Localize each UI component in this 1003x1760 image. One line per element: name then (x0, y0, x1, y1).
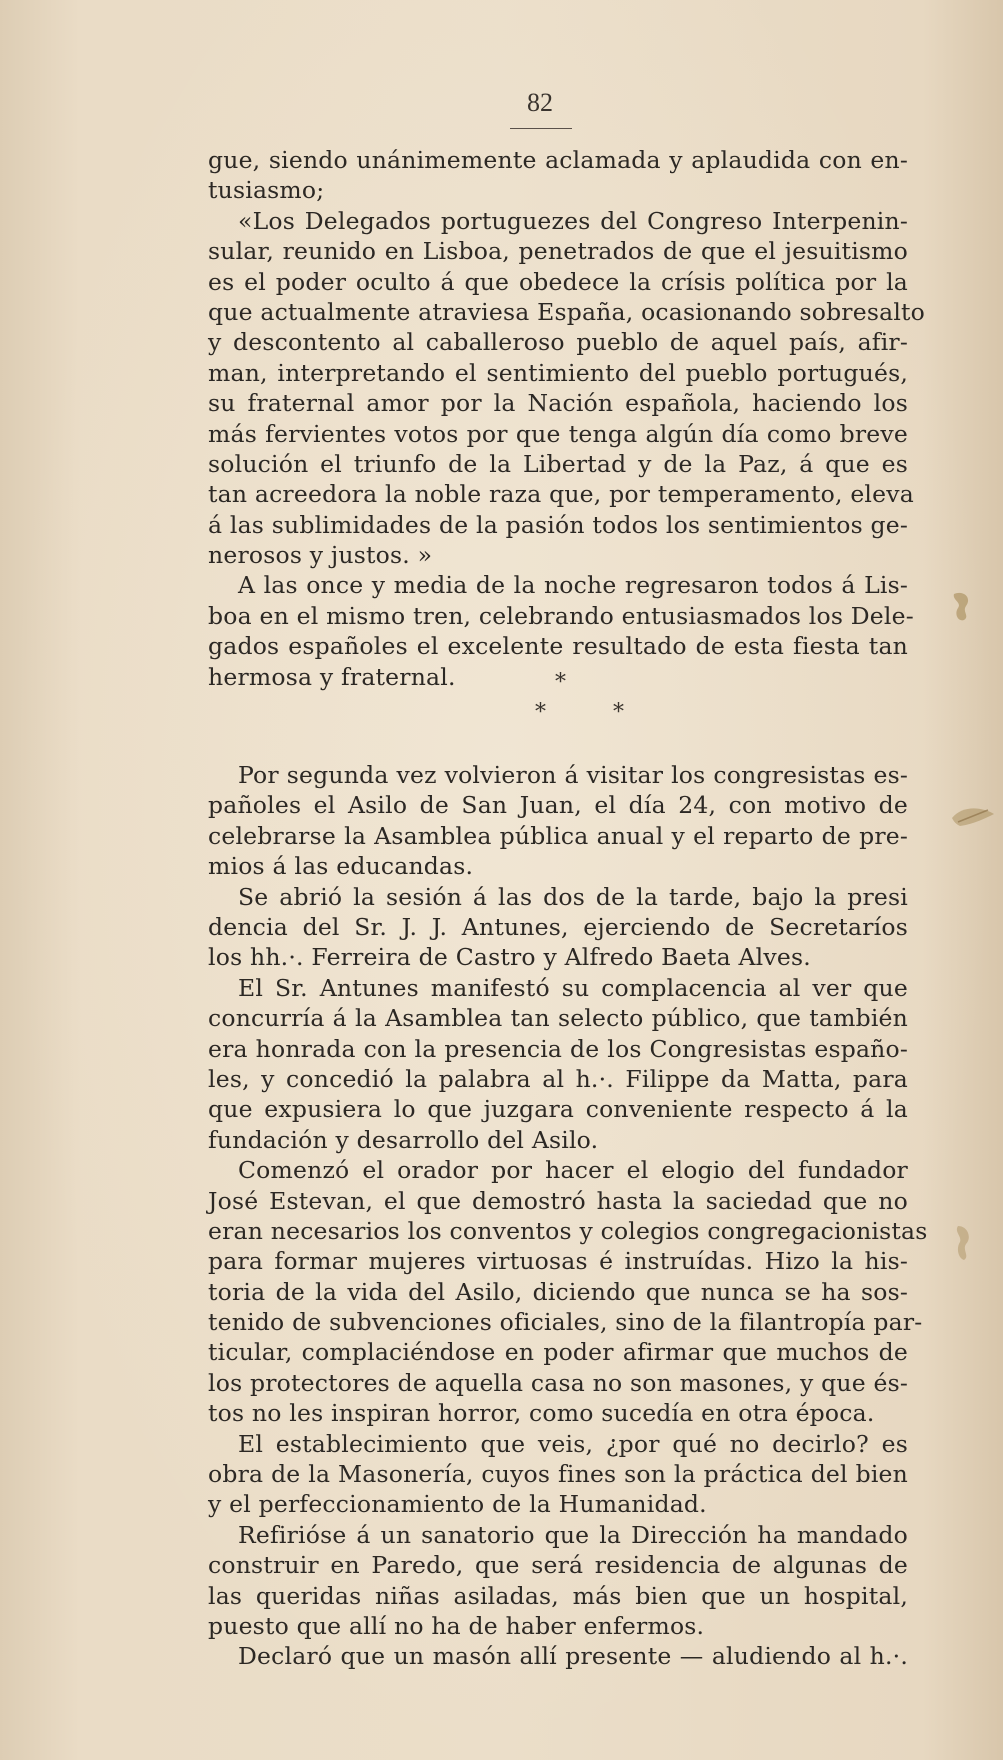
text-line: Comenzó el orador por hacer el elogio del fundador (238, 1156, 908, 1185)
text-line: que actualmente atraviesa España, ocasionando sobresalto (208, 297, 926, 326)
text-line: puesto que allí no ha de haber enfermos. (208, 1611, 705, 1640)
page-number: 82 (527, 88, 553, 117)
stain-mark-icon (948, 588, 978, 624)
text-line: y el perfeccionamiento de la Humanidad. (208, 1490, 707, 1519)
text-line: Se abrió la sesión á las dos de la tarde, bajo la presi (238, 882, 908, 911)
header-rule (510, 128, 572, 129)
text-line: Declaró que un masón allí presente — aludiendo al h.·. (238, 1642, 908, 1671)
text-line: tusiasmo; (208, 176, 325, 205)
text-line: obra de la Masonería, cuyos fines son la práctica del bien (208, 1460, 908, 1489)
text-line: fundación y desarrollo del Asilo. (208, 1125, 599, 1154)
body-text (208, 145, 928, 1672)
text-line: tenido de subvenciones oficiales, sino de la filantropía par- (208, 1308, 923, 1337)
text-line: los protectores de aquella casa no son masones, y que és- (208, 1368, 908, 1397)
text-line: era honrada con la presencia de los Congresistas españo- (208, 1034, 908, 1063)
text-line: concurría á la Asamblea tan selecto público, que también (208, 1004, 908, 1033)
stain-mark-icon (948, 800, 998, 834)
text-line: hermosa y fraternal. (208, 662, 456, 691)
text-line: mios á las educandas. (208, 852, 474, 881)
text-line: dencia del Sr. J. J. Antunes, ejerciendo de Secretaríos (208, 912, 908, 941)
section-separator-top: * (555, 670, 566, 695)
text-line: Refirióse á un sanatorio que la Dirección ha mandado (238, 1520, 908, 1549)
text-line: tos no les inspiran horror, como sucedía en otra época. (208, 1399, 875, 1428)
text-line: pañoles el Asilo de San Juan, el día 24, con motivo de (208, 791, 908, 820)
text-line: tan acreedora la noble raza que, por temperamento, eleva (208, 480, 914, 509)
text-line: sular, reunido en Lisboa, penetrados de que el jesuitismo (208, 237, 908, 266)
text-line: solución el triunfo de la Libertad y de la Paz, á que es (208, 449, 908, 478)
text-line: man, interpretando el sentimiento del pueblo portugués, (208, 358, 908, 387)
text-line: toria de la vida del Asilo, diciendo que nunca se ha sos- (208, 1277, 908, 1306)
text-line: ticular, complaciéndose en poder afirmar que muchos de (208, 1338, 908, 1367)
text-line: es el poder oculto á que obedece la crísis política por la (208, 267, 908, 296)
text-line: su fraternal amor por la Nación española, haciendo los (208, 389, 908, 418)
text-line: para formar mujeres virtuosas é instruídas. Hizo la his- (208, 1247, 908, 1276)
text-line: más fervientes votos por que tenga algún día como breve (208, 419, 908, 448)
text-line: boa en el mismo tren, celebrando entusiasmados los Dele- (208, 601, 914, 630)
text-line: eran necesarios los conventos y colegios congregacionistas (208, 1216, 928, 1245)
text-line: celebrarse la Asamblea pública anual y el reparto de pre- (208, 821, 908, 850)
text-line: les, y concedió la palabra al h.·. Filippe da Matta, para (208, 1064, 908, 1093)
text-line: gados españoles el excelente resultado de esta fiesta tan (208, 632, 908, 661)
text-line: gue, siendo unánimemente aclamada y aplaudida con en- (208, 146, 908, 174)
text-line: «Los Delegados portuguezes del Congreso Interpenin- (238, 206, 908, 235)
text-line: que expusiera lo que juzgara conveniente respecto á la (208, 1095, 908, 1124)
text-line: nerosos y justos. » (208, 541, 433, 570)
text-line: á las sublimidades de la pasión todos los sentimientos ge- (208, 510, 908, 539)
text-line: y descontento al caballeroso pueblo de aquel país, afir- (208, 328, 908, 357)
text-line: construir en Paredo, que será residencia de algunas de (208, 1551, 908, 1580)
section-separator-bottom: * * (535, 700, 654, 725)
text-line: El establecimiento que veis, ¿por qué no decirlo? es (238, 1429, 908, 1458)
text-line: Por segunda vez volvieron á visitar los congresistas es- (238, 761, 908, 790)
text-line: las queridas niñas asiladas, más bien que un hospital, (208, 1581, 908, 1610)
text-line: José Estevan, el que demostró hasta la saciedad que no (208, 1186, 908, 1215)
text-line: A las once y media de la noche regresaron todos á Lis- (238, 571, 908, 600)
text-line: los hh.·. Ferreira de Castro y Alfredo Baeta Alves. (208, 943, 811, 972)
text-line: El Sr. Antunes manifestó su complacencia al ver que (238, 973, 908, 1002)
stain-mark-icon (950, 1222, 980, 1262)
